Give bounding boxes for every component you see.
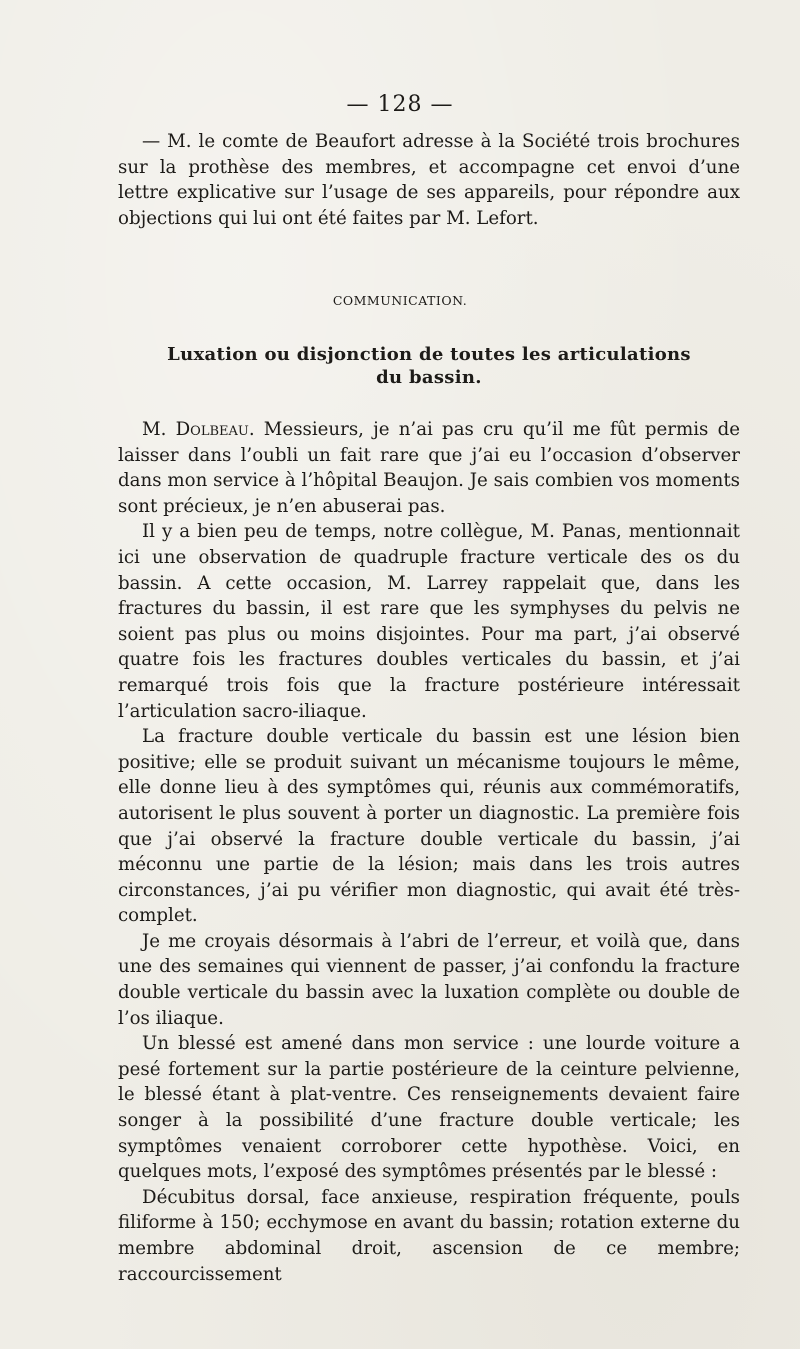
article-title xyxy=(118,343,740,389)
body-paragraph-1-text: Messieurs, je n’ai pas cru qu’il me fût permis de laisser dans l’oubli un fait rare que j’ai eu l’occasion d’observer dans mon service à l’hôpital Beaujon. Je sais combien vos moments sont précieux, je n’en abuserai pas. xyxy=(118,419,740,517)
body-paragraph-5: Un blessé est amené dans mon service : une lourde voiture a pesé fortement sur la partie postérieure de la ceinture pelvienne, le blessé étant à plat-ventre. Ces renseignements devaient faire songer à la possibilité d’une fracture double verticale; les symptômes venaient corroborer cette hypothèse. Voici, en quelques mots, l’exposé des symptômes présentés par le blessé : xyxy=(118,1033,740,1183)
page-number: — 128 — xyxy=(346,92,454,117)
body-paragraph-3: La fracture double verticale du bassin est une lésion bien positive; elle se produit suivant un mécanisme toujours le même, elle donne lieu à des symptômes qui, réunis aux commémoratifs, autorisent le plus souvent à porter un diagnostic. La première fois que j’ai observé la fracture double verticale du bassin, j’ai méconnu une partie de la lésion; mais dans les trois autres circonstances, j’ai pu vérifier mon diagnostic, qui avait été très-complet. xyxy=(118,726,740,927)
article-title-line-1: Luxation ou disjonction de toutes les articulations xyxy=(167,344,691,365)
body-paragraph-2: Il y a bien peu de temps, notre collègue, M. Panas, mentionnait ici une observation de quadruple fracture verticale des os du bassin. A cette occasion, M. Larrey rappelait que, dans les fractures du bassin, il est rare que les symphyses du pelvis ne soient pas plus ou moins disjointes. Pour ma part, j’ai observé quatre fois les fractures doubles verticales du bassin, et j’ai remarqué trois fois que la fracture postérieure intéressait l’articulation sacro-iliaque. xyxy=(118,521,740,722)
section-heading: COMMUNICATION. xyxy=(332,293,468,308)
body-paragraph-4: Je me croyais désormais à l’abri de l’erreur, et voilà que, dans une des semaines qui viennent de passer, j’ai confondu la fracture double verticale du bassin avec la luxation complète ou double de l’os iliaque. xyxy=(118,930,740,1029)
intro-paragraph-text: — M. le comte de Beaufort adresse à la Société trois brochures sur la prothèse des membres, et accompagne cet envoi d’une lettre explicative sur l’usage de ses appareils, pour répondre aux objections qui lui ont été faites par M. Lefort. xyxy=(118,131,740,229)
speaker-name: M. Dolbeau. xyxy=(142,419,255,440)
intro-paragraph xyxy=(118,129,740,231)
article-title-line-2: du bassin. xyxy=(376,367,482,388)
article-body xyxy=(118,417,740,1287)
body-paragraph-6: Décubitus dorsal, face anxieuse, respiration fréquente, pouls filiforme à 150; ecchymose en avant du bassin; rotation externe du membre abdominal droit, ascension de ce membre; raccourcissement xyxy=(118,1186,740,1285)
body-paragraph-1 xyxy=(118,417,740,519)
